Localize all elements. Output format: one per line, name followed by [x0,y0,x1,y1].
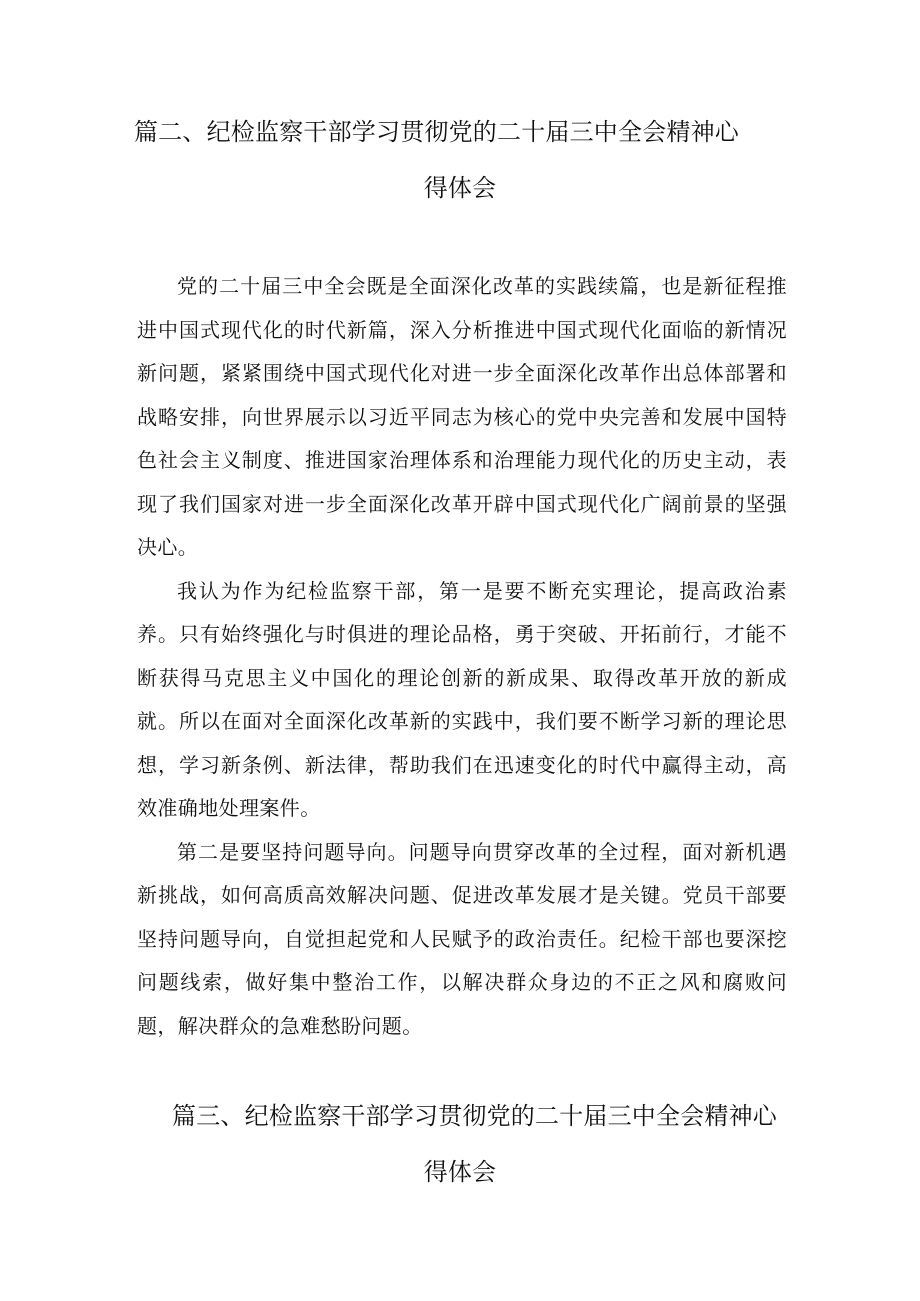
section-body [137,265,787,1048]
section-title-line-2: 得体会 [423,1158,497,1186]
section-title-line-1: 篇二、纪检监察干部学习贯彻党的二十届三中全会精神心 [134,118,739,146]
section-title-line-2: 得体会 [423,174,497,202]
paragraph-2: 我认为作为纪检监察干部，第一是要不断充实理论，提高政治素养。只有始终强化与时俱进的理论品格，勇于突破、开拓前行，才能不断获得马克思主义中国化的理论创新的新成果、取得改革开放的新成就。所以在面对全面深化改革新的实践中，我们要不断学习新的理论思想，学习新条例、新法律，帮助我们在迅速变化的时代中赢得主动，高效准确地处理案件。 [137,578,787,820]
section-title-3 [100,1088,820,1200]
section-title-2 [100,104,820,216]
paragraph-1: 党的二十届三中全会既是全面深化改革的实践续篇，也是新征程推进中国式现代化的时代新篇，深入分析推进中国式现代化面临的新情况新问题，紧紧围绕中国式现代化对进一步全面深化改革作出总体部署和战略安排，向世界展示以习近平同志为核心的党中央完善和发展中国特色社会主义制度、推进国家治理体系和治理能力现代化的历史主动，表现了我们国家对进一步全面深化改革开辟中国式现代化广阔前景的坚强决心。 [137,274,787,559]
section-title-line-1: 篇三、纪检监察干部学习贯彻党的二十届三中全会精神心 [172,1102,777,1130]
paragraph-3: 第二是要坚持问题导向。问题导向贯穿改革的全过程，面对新机遇新挑战，如何高质高效解决问题、促进改革发展才是关键。党员干部要坚持问题导向，自觉担起党和人民赋予的政治责任。纪检干部也要深挖问题线索，做好集中整治工作，以解决群众身边的不正之风和腐败问题，解决群众的急难愁盼问题。 [137,839,787,1038]
